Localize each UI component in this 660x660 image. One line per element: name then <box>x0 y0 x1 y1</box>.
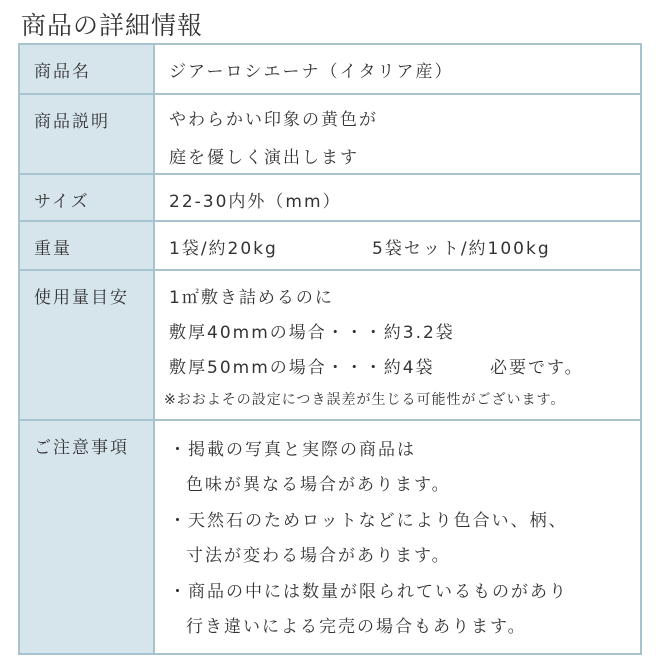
caution-line-4: 寸法が変わる場合があります。 <box>186 546 451 566</box>
table-row-description <box>20 95 640 175</box>
label-cell <box>20 175 155 220</box>
row-label-product-name: 商品名 <box>34 62 91 82</box>
spec-table <box>18 43 642 655</box>
usage-line-2: 敷厚40mmの場合・・・約3.2袋 <box>169 323 455 343</box>
row-label-description: 商品説明 <box>34 112 110 132</box>
label-cell <box>20 95 155 173</box>
table-row-size <box>20 175 640 222</box>
usage-line-3-suffix: 必要です。 <box>490 358 584 378</box>
table-row-weight <box>20 222 640 271</box>
caution-line-2: 色味が異なる場合があります。 <box>186 475 451 495</box>
table-row-caution <box>20 421 640 653</box>
usage-disclaimer-note: ※おおよその設定につき誤差が生じる可能性がございます。 <box>164 392 566 408</box>
label-cell <box>20 421 155 653</box>
usage-line-1: 1㎡敷き詰めるのに <box>169 288 334 308</box>
label-cell <box>20 222 155 269</box>
label-cell <box>20 271 155 419</box>
row-label-size: サイズ <box>34 192 90 212</box>
row-label-caution: ご注意事項 <box>34 438 129 458</box>
weight-single-bag: 1袋/約20kg <box>169 239 278 259</box>
row-label-usage: 使用量目安 <box>34 288 129 308</box>
caution-line-5: ・商品の中には数量が限られているものがあり <box>169 582 568 602</box>
page-title: 商品の詳細情報 <box>21 11 204 40</box>
caution-line-3: ・天然石のためロットなどにより色合い、柄、 <box>169 511 568 531</box>
description-line-2: 庭を優しく演出します <box>169 148 359 168</box>
label-cell <box>20 45 155 93</box>
caution-line-6: 行き違いによる完売の場合もあります。 <box>186 617 527 637</box>
table-row-product-name <box>20 45 640 95</box>
weight-five-bag-set: 5袋セット/約100kg <box>372 239 551 259</box>
product-name-value: ジアーロシエーナ（イタリア産） <box>169 62 454 82</box>
usage-line-3: 敷厚50mmの場合・・・約4袋 <box>169 358 435 378</box>
table-row-usage <box>20 271 640 421</box>
caution-line-1: ・掲載の写真と実際の商品は <box>169 440 416 460</box>
row-label-weight: 重量 <box>34 239 72 259</box>
description-line-1: やわらかい印象の黄色が <box>169 110 378 130</box>
size-value: 22-30内外（mm） <box>169 192 342 212</box>
